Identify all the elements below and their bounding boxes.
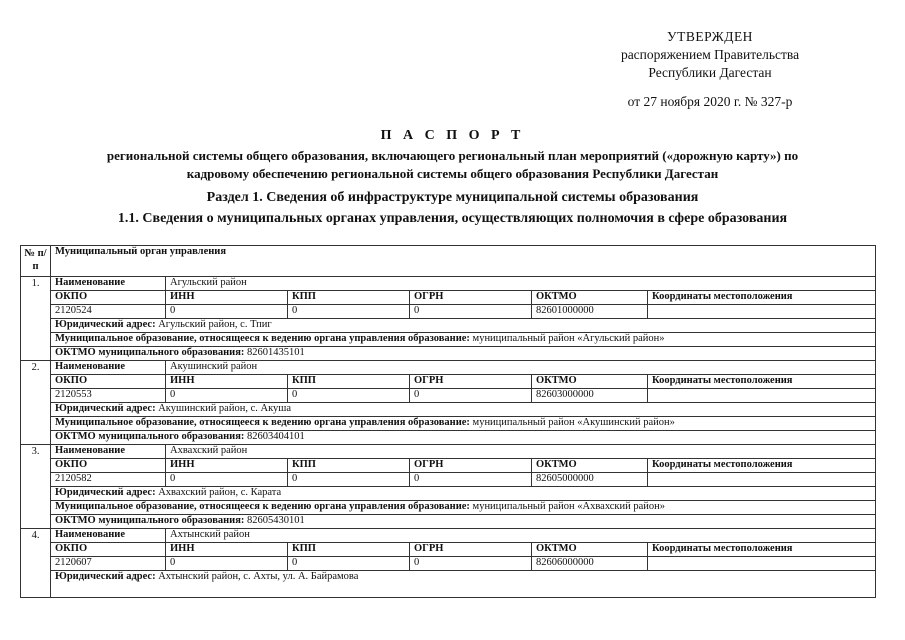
oktmo-municipality-value: 82601435101 <box>247 347 305 358</box>
approval-line-2: Республики Дагестан <box>648 65 772 80</box>
organization-name: Ахтынский район <box>166 529 876 543</box>
code-value <box>648 473 876 487</box>
municipality <box>51 333 876 347</box>
legal-address <box>51 319 876 333</box>
name-label: Наименование <box>51 277 166 291</box>
code-value: 0 <box>166 305 288 319</box>
table-header-row <box>21 246 876 277</box>
document-title: П А С П О Р Т <box>380 128 525 143</box>
code-value: 0 <box>166 473 288 487</box>
column-header: ОКПО <box>51 459 166 473</box>
code-value: 0 <box>166 389 288 403</box>
legal-address-label: Юридический адрес: <box>55 319 156 330</box>
column-header: ОКТМО <box>532 375 648 389</box>
code-value: 82605000000 <box>532 473 648 487</box>
organization-name: Акушинский район <box>166 361 876 375</box>
column-header: ИНН <box>166 291 288 305</box>
table-row <box>21 445 876 459</box>
column-header: ОГРН <box>410 543 532 557</box>
oktmo-municipality-label: ОКТМО муниципального образования: <box>55 347 245 358</box>
header-body: Муниципальный орган управления <box>51 246 876 277</box>
column-header: Координаты местоположения <box>648 543 876 557</box>
codes-values-row <box>21 557 876 571</box>
code-value: 82601000000 <box>532 305 648 319</box>
legal-address-value: Агульский район, с. Тпиг <box>158 319 272 330</box>
codes-header-row <box>21 375 876 389</box>
subtitle-line-1: региональной системы общего образования, включающего региональный план мероприятий («дорожную карту») по <box>106 148 799 163</box>
column-header: Координаты местоположения <box>648 291 876 305</box>
organization-name: Агульский район <box>166 277 876 291</box>
name-label: Наименование <box>51 361 166 375</box>
subsection-heading: 1.1. Сведения о муниципальных органах управления, осуществляющих полномочия в сфере образования <box>117 211 788 226</box>
code-value: 2120553 <box>51 389 166 403</box>
table-row <box>21 529 876 543</box>
oktmo-mo-row <box>21 431 876 445</box>
column-header: ОКПО <box>51 291 166 305</box>
code-value: 2120524 <box>51 305 166 319</box>
column-header: ИНН <box>166 375 288 389</box>
code-value: 0 <box>410 473 532 487</box>
row-number: 1. <box>21 277 51 361</box>
code-value: 0 <box>410 557 532 571</box>
municipality <box>51 417 876 431</box>
column-header: Координаты местоположения <box>648 459 876 473</box>
approval-line-1: распоряжением Правительства <box>620 47 800 62</box>
code-value: 0 <box>288 473 410 487</box>
municipality-label: Муниципальное образование, относящееся к ведению органа управления образование: <box>55 501 470 512</box>
code-value: 0 <box>288 557 410 571</box>
column-header: ОГРН <box>410 291 532 305</box>
municipality-row <box>21 417 876 431</box>
oktmo-municipality <box>51 347 876 361</box>
code-value <box>648 389 876 403</box>
codes-header-row <box>21 291 876 305</box>
table-row <box>21 361 876 375</box>
municipality-row <box>21 333 876 347</box>
municipality-label: Муниципальное образование, относящееся к ведению органа управления образование: <box>55 333 470 344</box>
code-value: 82606000000 <box>532 557 648 571</box>
oktmo-municipality-value: 82603404101 <box>247 431 305 442</box>
column-header: КПП <box>288 543 410 557</box>
municipality-value: муниципальный район «Ахвахский район» <box>472 501 666 512</box>
municipality-row <box>21 501 876 515</box>
column-header: КПП <box>288 375 410 389</box>
column-header: ОКТМО <box>532 291 648 305</box>
column-header: ИНН <box>166 459 288 473</box>
approval-date: от 27 ноября 2020 г. № 327-р <box>627 94 793 109</box>
address-row <box>21 487 876 501</box>
legal-address <box>51 571 876 598</box>
code-value: 0 <box>288 305 410 319</box>
municipality <box>51 501 876 515</box>
column-header: ОГРН <box>410 459 532 473</box>
column-header: Координаты местоположения <box>648 375 876 389</box>
code-value: 0 <box>288 389 410 403</box>
codes-values-row <box>21 473 876 487</box>
code-value: 0 <box>410 389 532 403</box>
column-header: ОКПО <box>51 543 166 557</box>
approval-heading: УТВЕРЖДЕН <box>667 29 753 44</box>
column-header: КПП <box>288 459 410 473</box>
legal-address-value: Акушинский район, с. Акуша <box>158 403 292 414</box>
address-row <box>21 403 876 417</box>
municipality-value: муниципальный район «Агульский район» <box>472 333 665 344</box>
codes-values-row <box>21 305 876 319</box>
name-label: Наименование <box>51 445 166 459</box>
oktmo-municipality <box>51 515 876 529</box>
legal-address <box>51 487 876 501</box>
header-number: № п/п <box>21 246 51 277</box>
oktmo-municipality-value: 82605430101 <box>247 515 305 526</box>
municipal-bodies-table <box>20 245 876 598</box>
column-header: ОКПО <box>51 375 166 389</box>
code-value: 2120607 <box>51 557 166 571</box>
row-number: 4. <box>21 529 51 598</box>
column-header: ОКТМО <box>532 459 648 473</box>
column-header: КПП <box>288 291 410 305</box>
column-header: ОКТМО <box>532 543 648 557</box>
row-number: 2. <box>21 361 51 445</box>
legal-address-value: Ахтынский район, с. Ахты, ул. А. Байрамова <box>158 571 359 582</box>
section-heading: Раздел 1. Сведения об инфраструктуре муниципальной системы образования <box>206 190 699 205</box>
codes-values-row <box>21 389 876 403</box>
row-number: 3. <box>21 445 51 529</box>
code-value: 2120582 <box>51 473 166 487</box>
code-value <box>648 557 876 571</box>
code-value: 0 <box>410 305 532 319</box>
code-value <box>648 305 876 319</box>
approval-block <box>560 28 860 82</box>
oktmo-municipality-label: ОКТМО муниципального образования: <box>55 431 245 442</box>
subtitle-line-2: кадровому обеспечению региональной системы общего образования Республики Дагестан <box>186 166 719 181</box>
code-value: 82603000000 <box>532 389 648 403</box>
code-value: 0 <box>166 557 288 571</box>
oktmo-mo-row <box>21 515 876 529</box>
address-row <box>21 319 876 333</box>
column-header: ИНН <box>166 543 288 557</box>
organization-name: Ахвахский район <box>166 445 876 459</box>
document-subtitle <box>20 147 885 183</box>
name-label: Наименование <box>51 529 166 543</box>
address-row <box>21 571 876 598</box>
oktmo-municipality-label: ОКТМО муниципального образования: <box>55 515 245 526</box>
column-header: ОГРН <box>410 375 532 389</box>
table-row <box>21 277 876 291</box>
oktmo-municipality <box>51 431 876 445</box>
municipality-value: муниципальный район «Акушинский район» <box>472 417 675 428</box>
oktmo-mo-row <box>21 347 876 361</box>
codes-header-row <box>21 459 876 473</box>
legal-address-label: Юридический адрес: <box>55 571 156 582</box>
legal-address-label: Юридический адрес: <box>55 487 156 498</box>
municipality-label: Муниципальное образование, относящееся к ведению органа управления образование: <box>55 417 470 428</box>
codes-header-row <box>21 543 876 557</box>
legal-address <box>51 403 876 417</box>
legal-address-label: Юридический адрес: <box>55 403 156 414</box>
legal-address-value: Ахвахский район, с. Карата <box>158 487 282 498</box>
